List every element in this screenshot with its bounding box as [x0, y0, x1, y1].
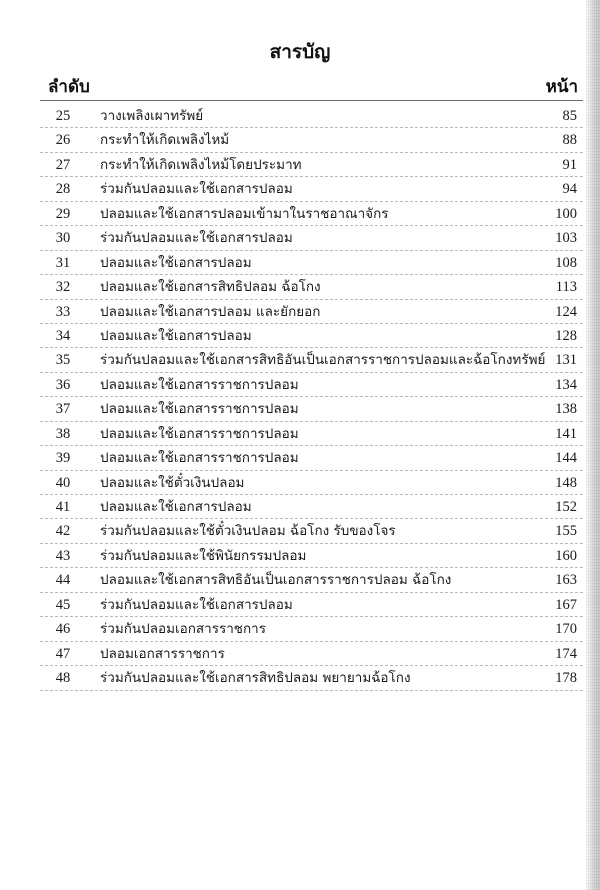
- toc-entry-number: 41: [55, 499, 71, 515]
- toc-entry-page: 160: [555, 547, 577, 564]
- toc-entry-title: ปลอมและใช้เอกสารปลอมเข้ามาในราชอาณาจักร: [100, 205, 389, 222]
- toc-entry-number: 31: [55, 254, 71, 271]
- toc-entry-number: 32: [55, 279, 71, 296]
- toc-entry-number: 29: [55, 205, 71, 222]
- toc-entry-number: 35: [55, 352, 71, 369]
- toc-entry[interactable]: [40, 153, 583, 177]
- toc-entry-number: 39: [55, 450, 71, 467]
- toc-entry-title: ปลอมและใช้เอกสารราชการปลอม: [100, 401, 299, 418]
- toc-entry-page: 144: [555, 450, 577, 467]
- toc-entry-number: 38: [55, 425, 71, 442]
- toc-entry-title: ปลอมและใช้เอกสารราชการปลอม: [100, 450, 299, 467]
- toc-entry-title: กระทำให้เกิดเพลิงไหม้: [100, 132, 230, 149]
- toc-entry[interactable]: [40, 422, 583, 446]
- toc-entry-page: 85: [562, 108, 577, 124]
- toc-entry[interactable]: [40, 128, 583, 152]
- toc-entry[interactable]: [40, 544, 583, 568]
- toc-entry[interactable]: [40, 348, 583, 372]
- toc-entry[interactable]: [40, 324, 583, 348]
- toc-entry-title: ปลอมและใช้เอกสารราชการปลอม: [100, 425, 299, 442]
- toc-entry-page: 163: [555, 572, 577, 589]
- toc-entry-title: ปลอมและใช้เอกสารสิทธิปลอม ฉ้อโกง: [100, 279, 321, 296]
- toc-entry-page: 113: [555, 279, 577, 296]
- toc-entry-title: ร่วมกันปลอมและใช้เอกสารปลอม: [100, 181, 293, 198]
- toc-entry-title: ร่วมกันปลอมและใช้เอกสารสิทธิอันเป็นเอกสารราชการปลอมและฉ้อโกงทรัพย์: [100, 352, 546, 369]
- scan-edge-texture: [586, 0, 600, 890]
- toc-entry-number: 44: [55, 572, 71, 589]
- toc-entry[interactable]: [40, 275, 583, 299]
- toc-entry[interactable]: [40, 373, 583, 397]
- toc-entry-title: ร่วมกันปลอมและใช้พินัยกรรมปลอม: [100, 547, 307, 564]
- toc-entry[interactable]: [40, 666, 583, 690]
- toc-entry-title: ปลอมและใช้เอกสารปลอม และยักยอก: [100, 303, 321, 320]
- toc-entry-page: 108: [555, 254, 577, 271]
- toc-entry-page: 138: [555, 401, 577, 418]
- toc-entry[interactable]: [40, 593, 583, 617]
- toc-entry-page: 88: [562, 132, 577, 149]
- toc-entry-title: ปลอมและใช้เอกสารปลอม: [100, 499, 252, 515]
- toc-entry-title: ปลอมและใช้เอกสารปลอม: [100, 327, 252, 344]
- toc-entry-number: 33: [55, 303, 71, 320]
- toc-entry-page: 100: [555, 205, 577, 222]
- toc-entry-number: 28: [55, 181, 71, 198]
- column-header-page: หน้า: [545, 77, 578, 97]
- table-of-contents: [40, 104, 583, 691]
- toc-entry-title: ร่วมกันปลอมและใช้เอกสารปลอม: [100, 230, 293, 247]
- toc-entry-page: 91: [562, 156, 577, 173]
- toc-entry-title: ร่วมกันปลอมและใช้เอกสารสิทธิปลอม พยายามฉ้อโกง: [100, 670, 411, 687]
- toc-entry-title: ปลอมและใช้เอกสารราชการปลอม: [100, 376, 299, 393]
- toc-entry-page: 128: [555, 327, 577, 344]
- toc-entry-page: 148: [555, 474, 577, 491]
- toc-entry[interactable]: [40, 300, 583, 324]
- toc-entry[interactable]: [40, 104, 583, 128]
- toc-entry-number: 46: [55, 621, 71, 638]
- toc-entry[interactable]: [40, 519, 583, 543]
- toc-entry-title: ปลอมและใช้เอกสารสิทธิอันเป็นเอกสารราชการปลอม ฉ้อโกง: [100, 572, 452, 589]
- toc-entry-page: 94: [562, 181, 577, 198]
- toc-entry-number: 47: [55, 645, 71, 662]
- toc-entry-title: ปลอมและใช้ตั๋วเงินปลอม: [100, 474, 245, 491]
- toc-entry[interactable]: [40, 568, 583, 592]
- toc-entry[interactable]: [40, 617, 583, 641]
- page-title: สารบัญ: [269, 41, 331, 63]
- toc-entry[interactable]: [40, 177, 583, 201]
- toc-entry-number: 34: [55, 327, 71, 344]
- toc-entry-page: 155: [555, 523, 577, 540]
- toc-entry-number: 26: [55, 132, 71, 149]
- toc-entry-title: กระทำให้เกิดเพลิงไหม้โดยประมาท: [100, 156, 302, 173]
- toc-entry-title: ปลอมเอกสารราชการ: [100, 645, 225, 662]
- toc-entry[interactable]: [40, 471, 583, 495]
- header-divider: [40, 100, 583, 101]
- toc-entry-number: 30: [55, 230, 71, 247]
- toc-entry[interactable]: [40, 642, 583, 666]
- toc-entry-page: 131: [555, 352, 577, 369]
- toc-entry-title: ปลอมและใช้เอกสารปลอม: [100, 254, 252, 271]
- toc-entry-number: 27: [55, 156, 71, 173]
- toc-entry-page: 103: [555, 230, 577, 247]
- toc-entry-number: 37: [55, 401, 71, 418]
- column-header-order: ลำดับ: [48, 77, 90, 97]
- toc-entry-number: 36: [55, 376, 71, 393]
- toc-entry[interactable]: [40, 251, 583, 275]
- toc-entry[interactable]: [40, 226, 583, 250]
- toc-entry-number: 40: [55, 474, 71, 491]
- toc-entry-page: 178: [555, 670, 577, 687]
- toc-entry-page: 152: [555, 499, 577, 515]
- toc-entry-title: ร่วมกันปลอมเอกสารราชการ: [100, 621, 266, 638]
- toc-entry[interactable]: [40, 202, 583, 226]
- toc-entry[interactable]: [40, 495, 583, 519]
- toc-entry-page: 170: [555, 621, 577, 638]
- toc-entry-number: 42: [55, 523, 71, 540]
- toc-entry-number: 25: [55, 108, 71, 124]
- toc-entry-page: 134: [555, 376, 577, 393]
- toc-entry-page: 174: [555, 645, 577, 662]
- toc-entry-title: ร่วมกันปลอมและใช้ตั๋วเงินปลอม ฉ้อโกง รับของโจร: [100, 523, 396, 540]
- toc-entry[interactable]: [40, 446, 583, 470]
- toc-entry-number: 43: [55, 547, 71, 564]
- toc-entry[interactable]: [40, 397, 583, 421]
- toc-entry-number: 48: [55, 670, 71, 687]
- toc-entry-page: 124: [555, 303, 577, 320]
- toc-entry-title: วางเพลิงเผาทรัพย์: [100, 108, 204, 124]
- toc-entry-number: 45: [55, 596, 71, 613]
- toc-entry-title: ร่วมกันปลอมและใช้เอกสารปลอม: [100, 596, 293, 613]
- toc-entry-page: 167: [555, 596, 577, 613]
- toc-entry-page: 141: [555, 425, 577, 442]
